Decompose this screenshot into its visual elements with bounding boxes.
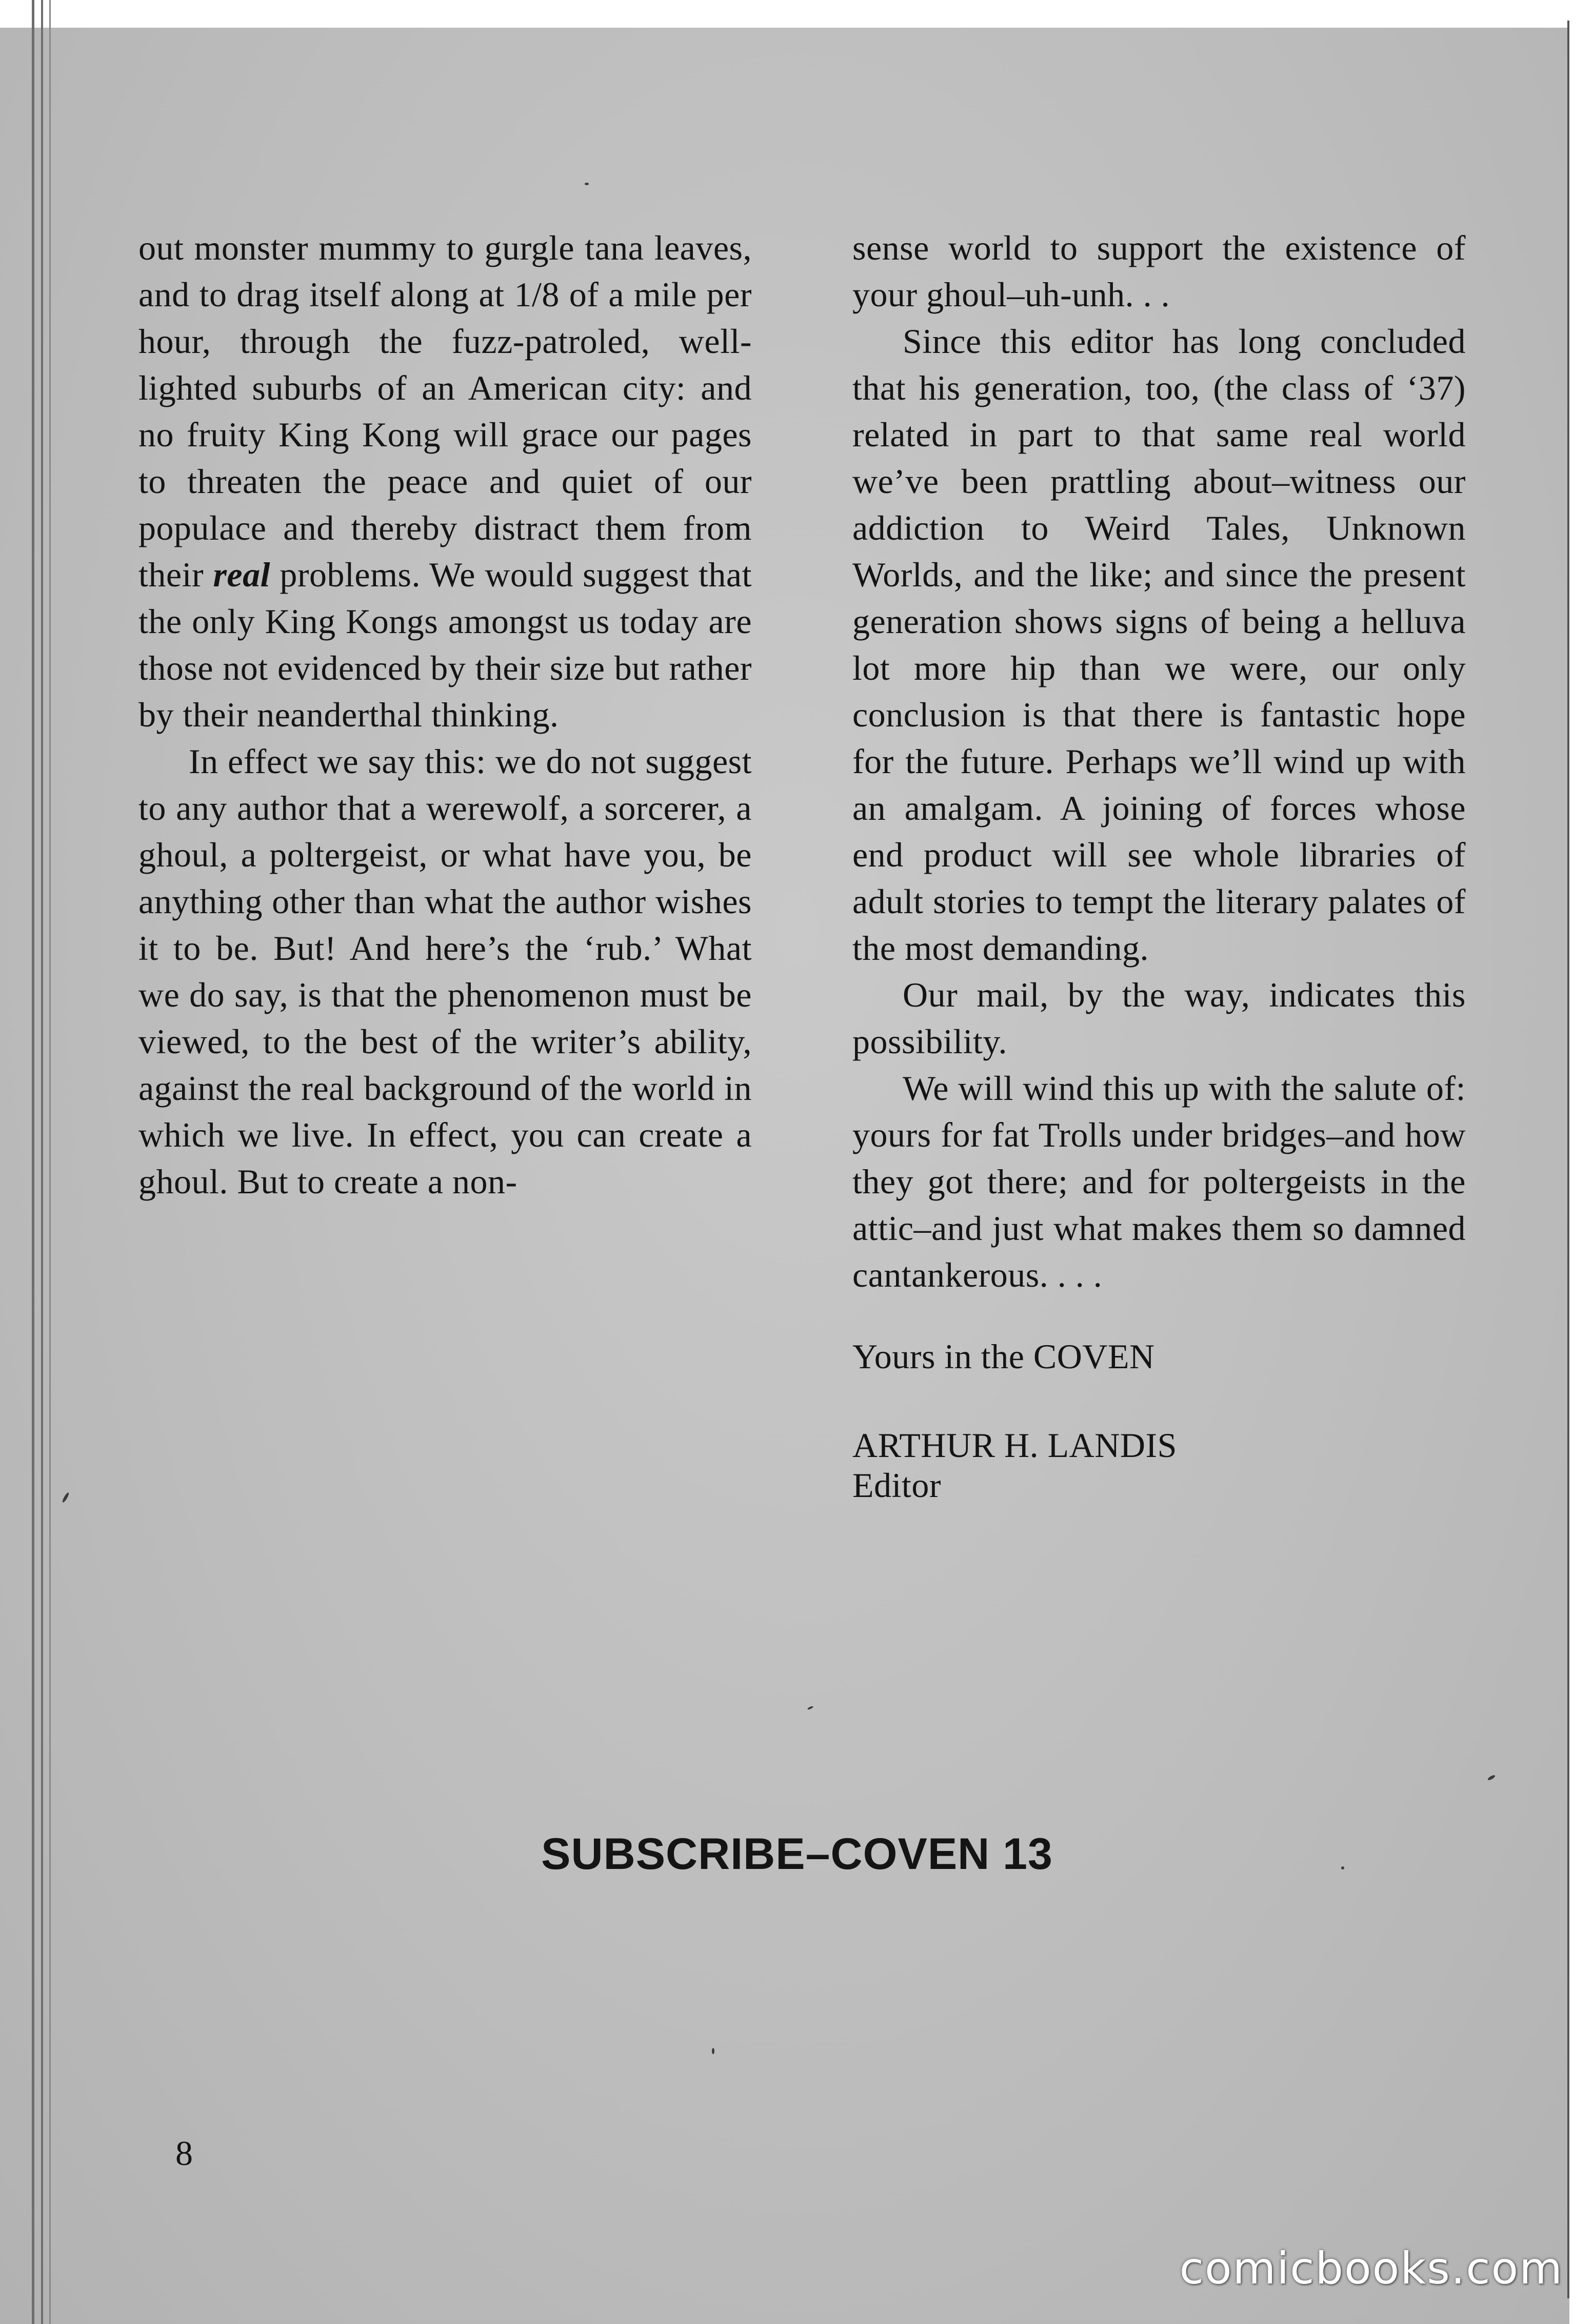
binding-line	[49, 0, 51, 2324]
editor-title: Editor	[852, 1466, 941, 1505]
paragraph: sense world to support the existence of your ghoul–uh-unh. . .	[852, 228, 1466, 314]
print-speck	[807, 1706, 814, 1710]
text-run: out monster mummy to gurgle tana leaves, and to drag itself along at 1/8 of a mile per hour, through the fuzz-patroled, well-lighted suburbs of an American city: and no fruity King Kong will grace our pages to threaten the peace and quiet of our populace and thereby distract them from their	[138, 228, 752, 594]
paragraph: Since this editor has long concluded that his generation, too, (the class of ‘37) related in part to that same real world we’ve been prattling about–witness our addiction to Weird Tales, Unknown Worlds, and the like; and since the present generation shows signs of being a helluva lot more hip than we were, our only conclusion is that there is fantastic hope for the future. Perhaps we’ll wind up with an amalgam. A joining of forces whose end product will see whole libraries of adult stories to tempt the literary palates of the most demanding.	[852, 322, 1466, 968]
subscribe-banner: SUBSCRIBE–COVEN 13	[541, 1829, 1053, 1879]
page-number: 8	[175, 2134, 193, 2173]
text-run: problems. We would suggest that the only King Kongs amongst us today are those not evidenced by their size but rather by their neanderthal thinking.	[138, 555, 752, 734]
paragraph: Our mail, by the way, indicates this possibility.	[852, 975, 1466, 1061]
emphasis-text: real	[213, 555, 271, 594]
paragraph	[138, 225, 752, 738]
print-speck	[712, 2048, 714, 2054]
print-speck	[1341, 1866, 1344, 1869]
print-speck	[585, 183, 589, 185]
binding-line	[41, 0, 43, 2324]
paragraph: In effect we say this: we do not suggest to any author that a werewolf, a sorcerer, a ghoul, a poltergeist, or what have you, be anything other than what the author wishes it to be. But! And here’s the ‘rub.’ What we do say, is that the phenomenon must be viewed, to the best of the writer’s ability, against the real background of the world in which we live. In effect, you can create a ghoul. But to create a non-	[138, 742, 752, 1201]
print-speck	[1487, 1774, 1496, 1781]
right-column	[852, 225, 1466, 1505]
paragraph: We will wind this up with the salute of: yours for fat Trolls under bridges–and how they got there; and for poltergeists in the attic–and just what makes them so damned cantankerous. . . .	[852, 1069, 1466, 1294]
signature-block	[852, 1333, 1466, 1505]
left-column	[138, 225, 752, 1205]
page-right-margin	[1569, 0, 1594, 2324]
binding-line	[32, 0, 34, 2324]
page-top-margin	[0, 0, 1594, 28]
closing-line: Yours in the COVEN	[852, 1337, 1155, 1376]
editor-name: ARTHUR H. LANDIS	[852, 1426, 1177, 1465]
print-speck	[62, 1492, 70, 1503]
watermark: comicbooks.com	[1179, 2243, 1563, 2294]
page-edge-line	[1567, 21, 1569, 2298]
